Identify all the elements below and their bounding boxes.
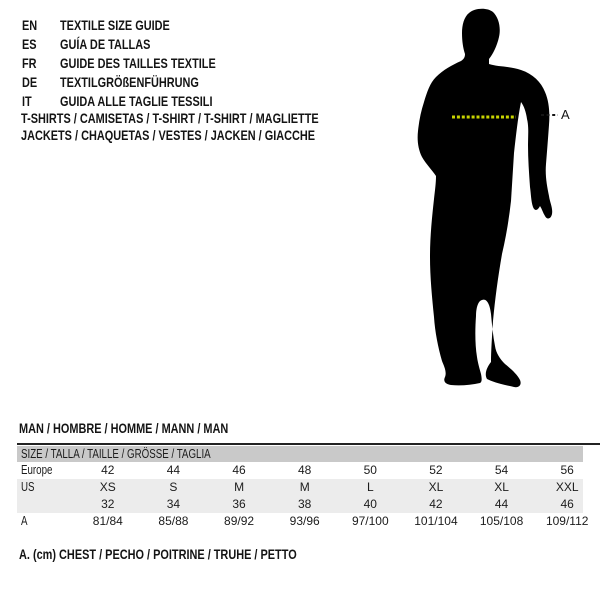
size-cell: 46 bbox=[232, 463, 246, 477]
language-code: EN bbox=[22, 17, 38, 33]
size-cell: 56 bbox=[560, 463, 574, 477]
language-row-de bbox=[22, 73, 260, 92]
row-label: US bbox=[21, 480, 35, 494]
size-cell: 97/100 bbox=[351, 514, 389, 528]
size-cell: XL bbox=[428, 480, 444, 494]
size-cell: 42 bbox=[429, 497, 443, 511]
language-code: FR bbox=[22, 55, 37, 71]
size-cell: 38 bbox=[298, 497, 312, 511]
row-label: Europe bbox=[21, 463, 53, 477]
size-cell: 52 bbox=[429, 463, 443, 477]
size-cell: 44 bbox=[494, 497, 509, 511]
size-cell: 105/108 bbox=[479, 514, 524, 528]
size-cell: 36 bbox=[232, 497, 246, 511]
table-row-chest-a bbox=[17, 513, 600, 530]
language-label: GUÍA DE TALLAS bbox=[60, 36, 151, 52]
man-silhouette bbox=[418, 9, 553, 387]
size-cell: 42 bbox=[101, 463, 115, 477]
size-cell: 48 bbox=[298, 463, 312, 477]
row-label: A bbox=[21, 514, 28, 528]
size-cell: 40 bbox=[363, 497, 377, 511]
size-cell: XL bbox=[494, 480, 509, 494]
language-code: ES bbox=[22, 36, 37, 52]
language-code: DE bbox=[22, 74, 38, 90]
measure-footnote: A. (cm) CHEST / PECHO / POITRINE / TRUHE / PETTO bbox=[19, 546, 297, 562]
section-title: MAN / HOMBRE / HOMME / MANN / MAN bbox=[19, 420, 229, 436]
size-cell: M bbox=[299, 480, 310, 494]
size-cell: 50 bbox=[363, 463, 377, 477]
size-cell: XS bbox=[99, 480, 116, 494]
language-code: IT bbox=[22, 93, 32, 109]
language-row-it bbox=[22, 92, 260, 111]
size-cell: 101/104 bbox=[414, 514, 458, 528]
language-row-fr bbox=[22, 54, 260, 73]
size-cell: 85/88 bbox=[158, 514, 189, 528]
size-cell: 34 bbox=[166, 497, 181, 511]
language-row-en bbox=[22, 16, 260, 35]
size-cell: 44 bbox=[166, 463, 181, 477]
size-cell: 81/84 bbox=[92, 514, 123, 528]
table-row-europe bbox=[17, 462, 600, 479]
category-list bbox=[21, 110, 403, 144]
size-cell: XXL bbox=[555, 480, 579, 494]
size-cell: S bbox=[169, 480, 178, 494]
language-label: GUIDA ALLE TAGLIE TESSILI bbox=[60, 93, 213, 109]
language-label: TEXTILGRÖßENFÜHRUNG bbox=[60, 74, 199, 90]
language-label: TEXTILE SIZE GUIDE bbox=[60, 17, 170, 33]
measure-label-a: A bbox=[561, 107, 570, 122]
size-cell: 32 bbox=[101, 497, 115, 511]
language-list bbox=[22, 16, 260, 111]
size-cell: 109/112 bbox=[545, 514, 589, 528]
size-cell: 46 bbox=[560, 497, 574, 511]
category-jackets: JACKETS / CHAQUETAS / VESTES / JACKEN / GIACCHE bbox=[21, 127, 316, 143]
table-row-us bbox=[17, 479, 600, 496]
size-cell: L bbox=[366, 480, 374, 494]
size-table bbox=[17, 443, 600, 530]
language-label: GUIDE DES TAILLES TEXTILE bbox=[60, 55, 216, 71]
language-row-es bbox=[22, 35, 260, 54]
category-tshirts: T-SHIRTS / CAMISETAS / T-SHIRT / T-SHIRT / MAGLIETTE bbox=[21, 110, 319, 126]
size-cell: 89/92 bbox=[224, 514, 255, 528]
table-row-numeric bbox=[17, 496, 600, 513]
size-cell: 54 bbox=[494, 463, 509, 477]
size-cell: M bbox=[234, 480, 245, 494]
size-cell: 93/96 bbox=[289, 514, 320, 528]
row-label bbox=[17, 496, 75, 513]
size-table-header: SIZE / TALLA / TAILLE / GRÖSSE / TAGLIA bbox=[17, 446, 583, 462]
